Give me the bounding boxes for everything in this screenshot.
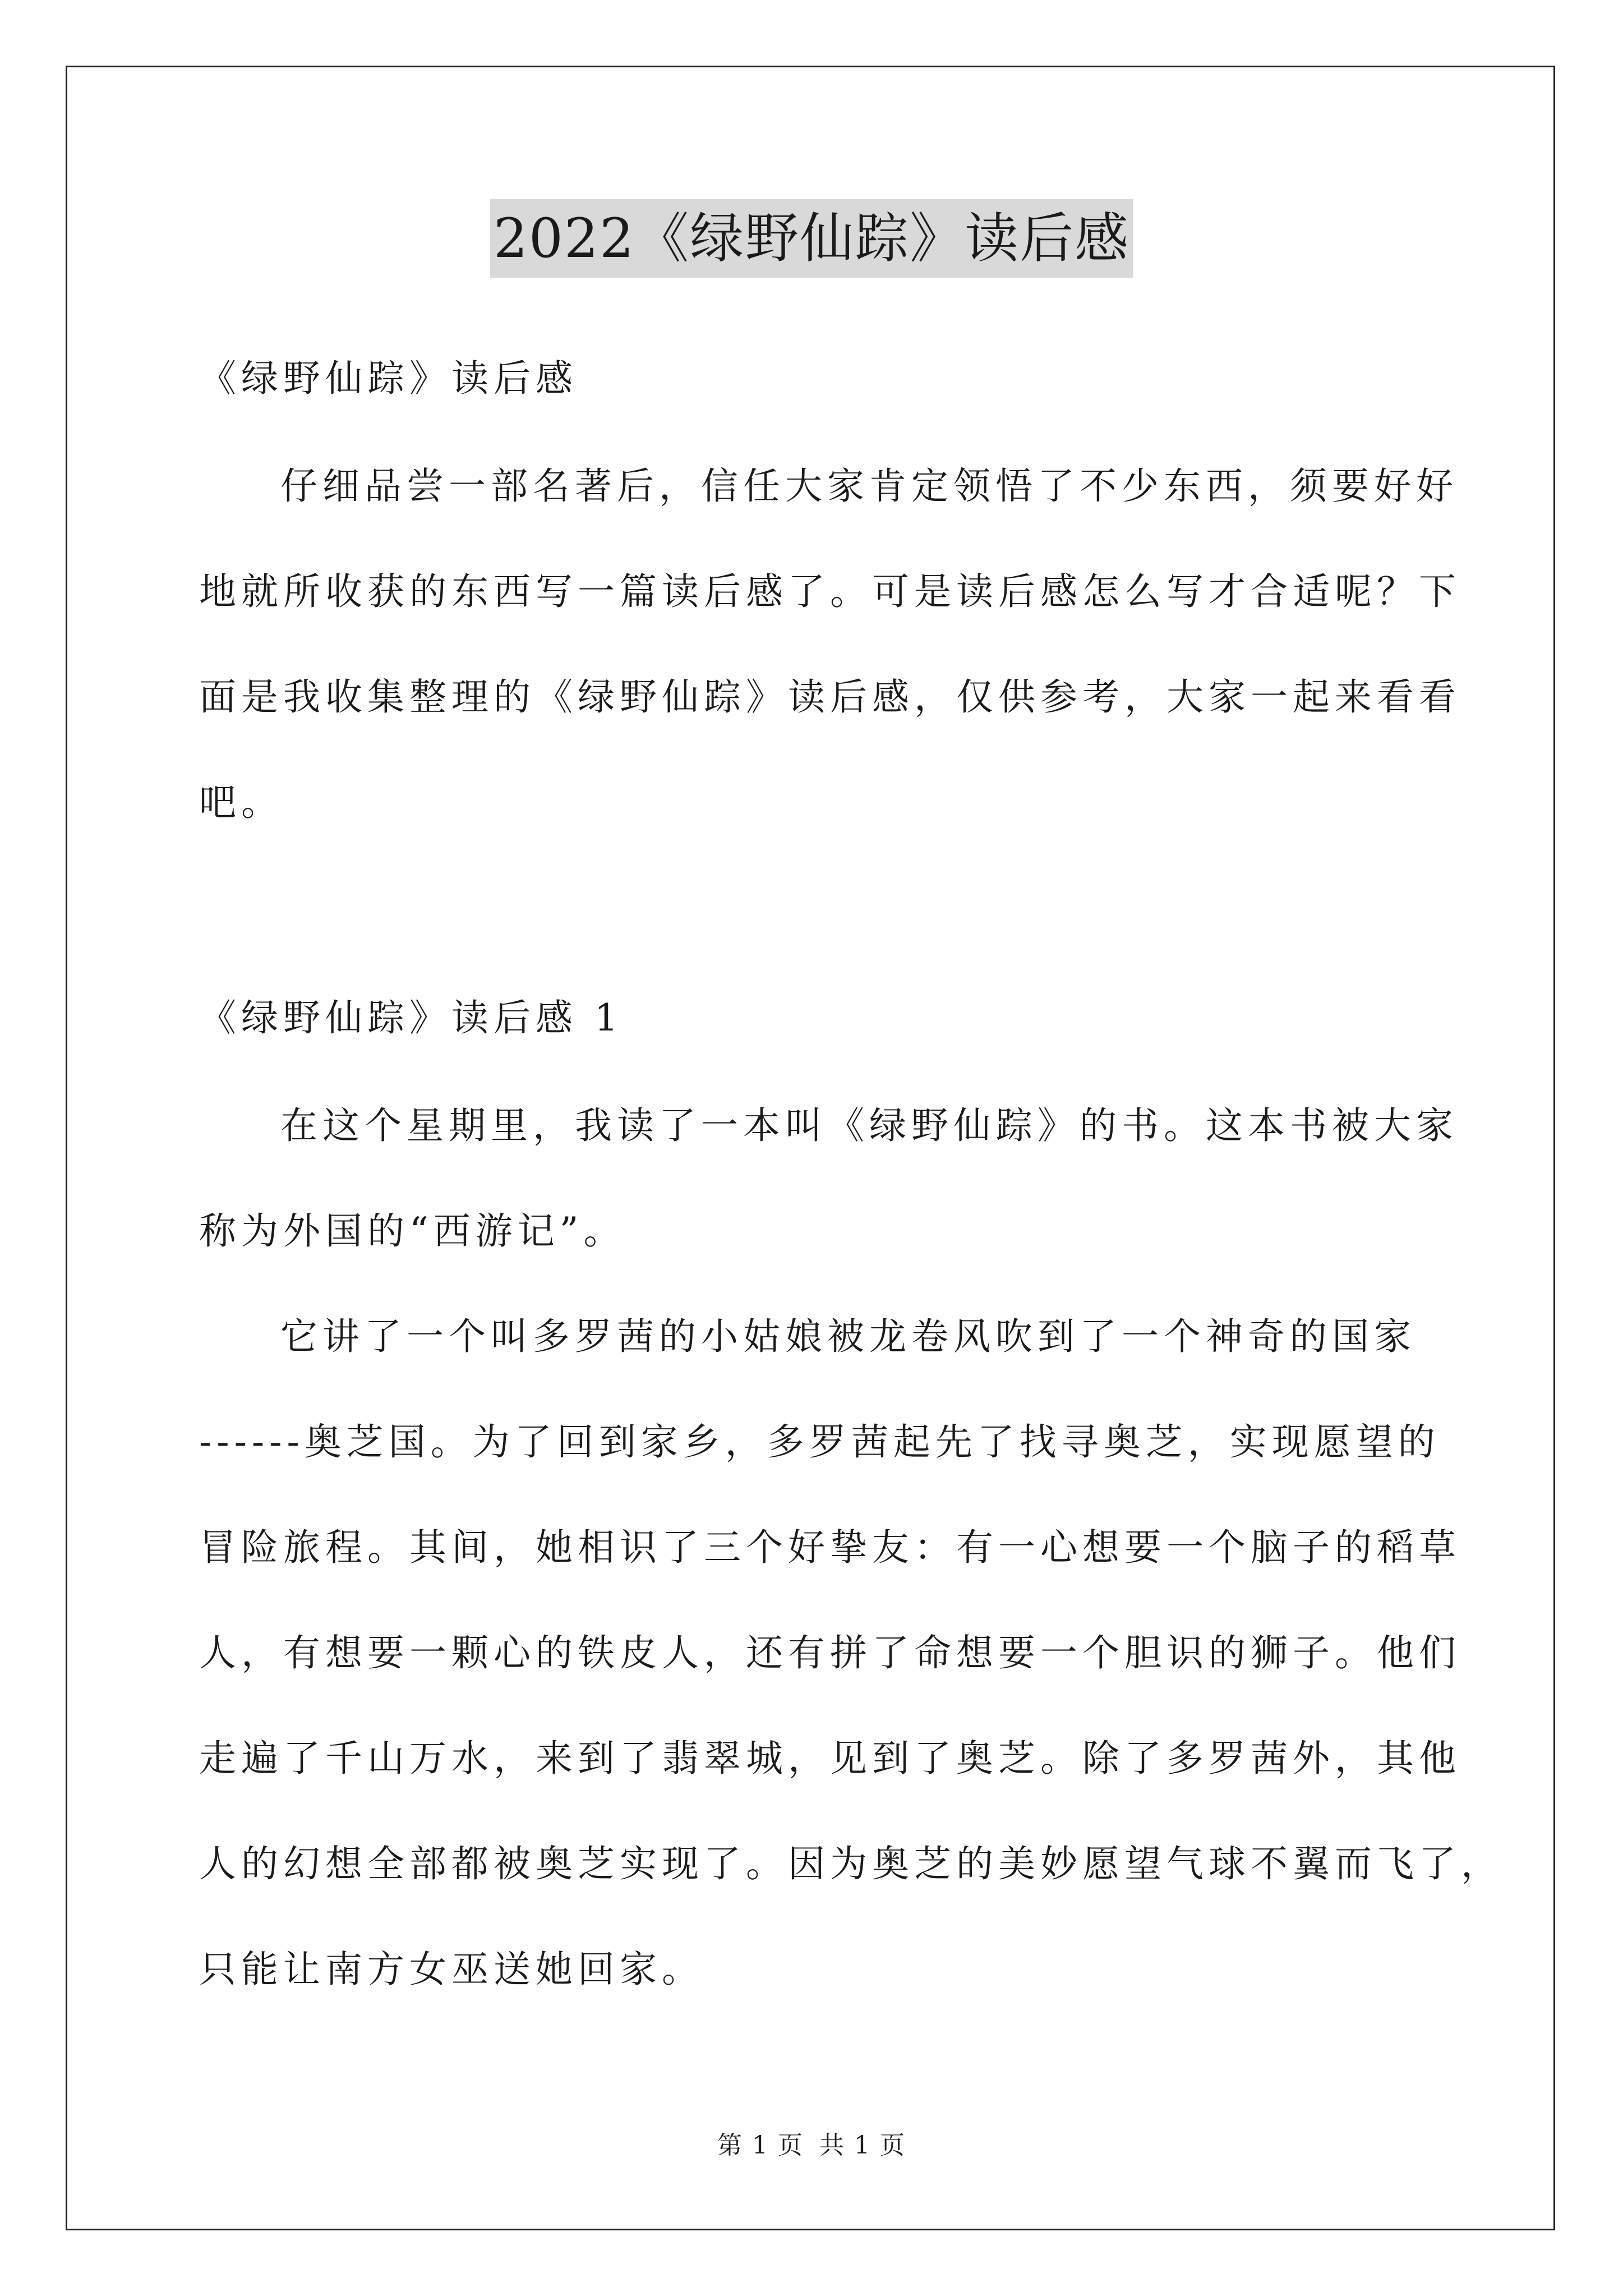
section1-heading: 《绿野仙踪》读后感 1 bbox=[199, 996, 623, 1039]
section1-para2-line-6: 人的幻想全部都被奥芝实现了。因为奥芝的美妙愿望气球不翼而飞了， bbox=[199, 1842, 1503, 1885]
section1-para2-line-5: 走遍了千山万水，来到了翡翠城，见到了奥芝。除了多罗茜外，其他 bbox=[199, 1737, 1461, 1780]
section1-para2-line-2: ------奥芝国。为了回到家乡，多罗茜起先了找寻奥芝，实现愿望的 bbox=[199, 1420, 1440, 1464]
intro-line-3: 面是我收集整理的《绿野仙踪》读后感，仅供参考，大家一起来看看 bbox=[199, 675, 1461, 719]
page-footer bbox=[0, 2129, 1623, 2162]
section1-para1-line-1: 在这个星期里，我读了一本叫《绿野仙踪》的书。这本书被大家 bbox=[280, 1104, 1458, 1147]
section1-para2-line-7: 只能让南方女巫送她回家。 bbox=[199, 1948, 704, 1991]
subtitle: 《绿野仙踪》读后感 bbox=[199, 357, 578, 400]
section1-para1-line-2: 称为外国的“西游记”。 bbox=[199, 1209, 626, 1253]
section1-para2-line-4: 人，有想要一颗心的铁皮人，还有拼了命想要一个胆识的狮子。他们 bbox=[199, 1631, 1461, 1674]
intro-line-4: 吧。 bbox=[199, 781, 283, 824]
section1-para2-line-1: 它讲了一个叫多罗茜的小姑娘被龙卷风吹到了一个神奇的国家 bbox=[280, 1315, 1416, 1358]
page-total: 共 1 页 bbox=[819, 2131, 906, 2160]
title-container bbox=[0, 199, 1623, 278]
intro-line-2: 地就所收获的东西写一篇读后感了。可是读后感怎么写才合适呢？下 bbox=[199, 570, 1461, 613]
section1-para2-line-3: 冒险旅程。其间，她相识了三个好挚友：有一心想要一个脑子的稻草 bbox=[199, 1526, 1461, 1569]
document-title: 2022《绿野仙踪》读后感 bbox=[490, 199, 1133, 278]
intro-line-1: 仔细品尝一部名著后，信任大家肯定领悟了不少东西，须要好好 bbox=[280, 464, 1458, 508]
page-number: 第 1 页 bbox=[717, 2131, 804, 2160]
